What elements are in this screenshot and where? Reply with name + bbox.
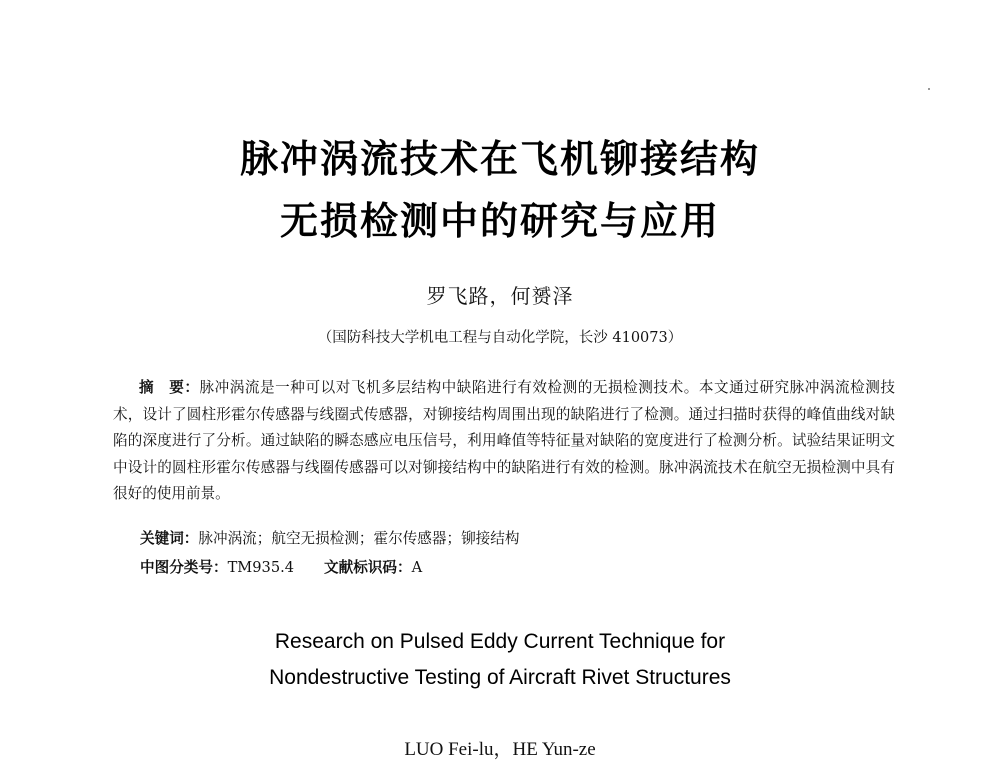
clc-label: 中图分类号： (140, 559, 228, 576)
clc-value: TM935.4 (227, 559, 295, 576)
chinese-title-line-1: 脉冲涡流技术在飞机铆接结构 (239, 137, 760, 181)
chinese-title-line-2: 无损检测中的研究与应用 (279, 199, 720, 243)
keywords-label: 关键词： (140, 530, 199, 547)
classification-line (140, 556, 900, 577)
doc-code-value: A (411, 559, 423, 576)
chinese-affiliation: （国防科技大学机电工程与自动化学院，长沙 410073） (317, 330, 683, 346)
english-title-line-2: Nondestructive Testing of Aircraft Rivet Structures (269, 666, 731, 689)
abstract-text: 脉冲涡流是一种可以对飞机多层结构中缺陷进行有效检测的无损检测技术。本文通过研究脉冲涡流检测技术，设计了圆柱形霍尔传感器与线圈式传感器，对铆接结构周围出现的缺陷进行了检测。通过扫描时获得的峰值曲线对缺陷的深度进行了分析。通过缺陷的瞬态感应电压信号，利用峰值等特征量对缺陷的宽度进行了检测分析。试验结果证明文中设计的圆柱形霍尔传感器与线圈传感器可以对铆接结构中的缺陷进行有效的检测。脉冲涡流技术在航空无损检测中具有很好的使用前景。 (113, 379, 895, 503)
english-authors: LUO Fei-lu，HE Yun-ze (404, 739, 596, 760)
abstract-label: 摘 要： (139, 379, 200, 396)
doc-code-label: 文献标识码： (324, 559, 412, 576)
keywords-line (140, 527, 900, 548)
english-title-line-1: Research on Pulsed Eddy Current Technique for (274, 630, 726, 653)
abstract-paragraph (113, 375, 895, 508)
keywords-text: 脉冲涡流；航空无损检测；霍尔传感器；铆接结构 (198, 530, 520, 547)
scan-speck (928, 88, 930, 90)
chinese-authors: 罗飞路，何赟泽 (426, 284, 574, 308)
